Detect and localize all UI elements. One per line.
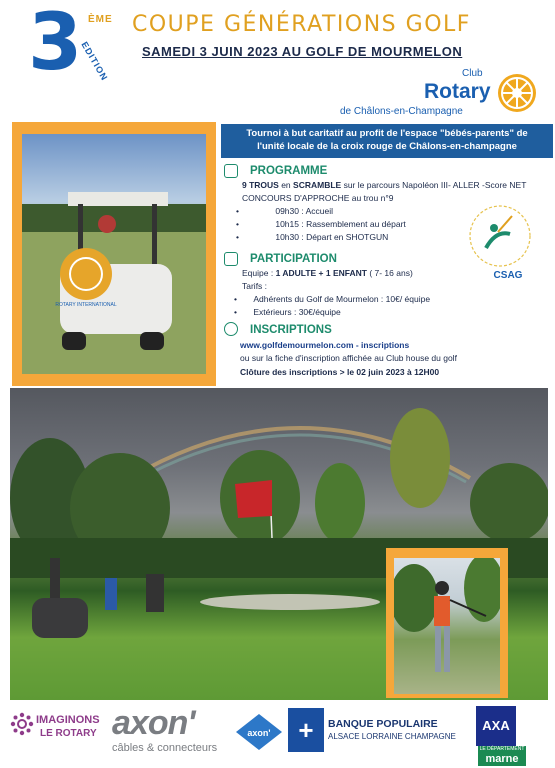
charity-banner [221, 124, 553, 158]
programme-heading: PROGRAMME [250, 165, 328, 177]
child-golfer-photo [394, 558, 500, 694]
inscriptions-heading: INSCRIPTIONS [250, 324, 332, 336]
programme-bullet-2: • 10h15 : Rassemblement au départ [236, 219, 406, 229]
people-icon [224, 252, 238, 266]
edition-number: 3 [28, 0, 83, 88]
bp-line-2: ALSACE LORRAINE CHAMPAGNE [328, 732, 456, 741]
programme-bullet-1: • 09h30 : Accueil [236, 206, 333, 216]
axon-diamond-icon [234, 712, 284, 752]
participation-heading: PARTICIPATION [250, 253, 337, 265]
rotary-wheel-icon [496, 72, 538, 114]
banner-line-2: l'unité locale de la croix rouge de Châlons-en-champagne [257, 141, 517, 152]
club-label: Club [462, 68, 483, 79]
axon-logo: axon' [112, 704, 195, 742]
event-title: COUPE GÉNÉRATIONS GOLF [132, 12, 471, 37]
marne-logo: marne [478, 752, 526, 766]
marne-small-label: LE DÉPARTEMENT [479, 746, 525, 752]
inscriptions-line-2: ou sur la fiche d'inscription affichée au Club house du golf [240, 353, 457, 363]
axon-tagline: câbles & connecteurs [112, 742, 218, 754]
imaginons-flower-icon [10, 712, 34, 736]
tarif-adherents: • Adhérents du Golf de Mourmelon : 10€/ équipe [234, 294, 431, 304]
csag-text: CSAG [493, 270, 523, 281]
event-date: SAMEDI 3 JUIN 2023 AU GOLF DE MOURMELON [142, 44, 463, 59]
bp-plus-icon: + [288, 708, 324, 752]
edition-suffix: ÈME [88, 14, 113, 25]
banner-line-1: Tournoi à but caritatif au profit de l'espace "bébés-parents" de [246, 128, 528, 139]
inscriptions-cloture: Clôture des inscriptions > le 02 juin 2023 à 12H00 [240, 367, 440, 377]
programme-line-1: 9 TROUS en SCRAMBLE sur le parcours Napoléon III- ALLER -Score NET [242, 180, 527, 190]
club-name: Rotary [424, 80, 491, 103]
programme-line-2: CONCOURS D'APPROCHE au trou n°9 [242, 193, 394, 203]
clipboard-icon [224, 322, 238, 336]
cart-rotary-logo: ROTARY INTERNATIONAL [55, 302, 117, 308]
inscriptions-website-link[interactable]: www.golfdemourmelon.com - inscriptions [240, 340, 410, 350]
imaginons-line-2: LE ROTARY [40, 728, 97, 739]
golf-cart-photo [22, 134, 206, 374]
participation-equipe: Equipe : 1 ADULTE + 1 ENFANT ( 7- 16 ans) [242, 268, 413, 278]
imaginons-line-1: IMAGINONS [36, 714, 100, 726]
axon-small-label: axon' [247, 728, 271, 738]
club-city: de Châlons-en-Champagne [340, 106, 463, 117]
axa-logo: AXA [476, 706, 516, 746]
tarif-exterieurs: • Extérieurs : 30€/équipe [234, 307, 341, 317]
programme-bullet-3: • 10h30 : Départ en SHOTGUN [236, 232, 389, 242]
edition-word: EDITION [79, 40, 110, 83]
bp-line-1: BANQUE POPULAIRE [328, 718, 438, 730]
tarifs-label: Tarifs : [242, 281, 268, 291]
hourglass-icon [224, 164, 238, 178]
csag-logo-icon [468, 204, 532, 282]
